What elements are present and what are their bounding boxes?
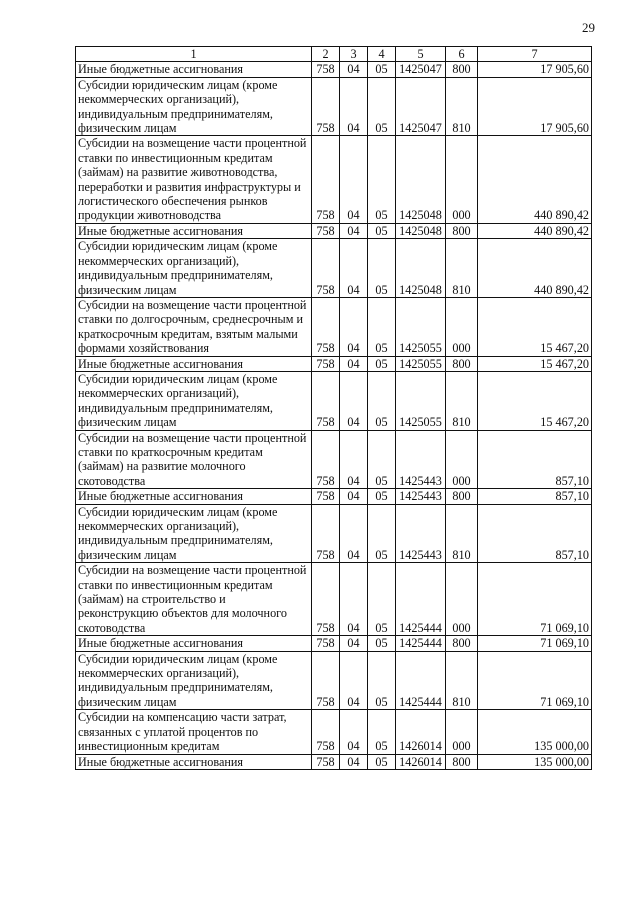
cell-ministry: 758 <box>312 504 340 563</box>
header-col-6: 6 <box>446 47 478 62</box>
cell-subsection: 05 <box>368 136 396 223</box>
cell-subsection: 05 <box>368 504 396 563</box>
cell-expense-type: 800 <box>446 754 478 769</box>
cell-target-article: 1425444 <box>396 563 446 636</box>
cell-ministry: 758 <box>312 430 340 489</box>
cell-ministry: 758 <box>312 651 340 710</box>
cell-name: Субсидии юридическим лицам (кроме некоммерческих организаций), индивидуальным предпринимателям, физическим лицам <box>76 504 312 563</box>
cell-name: Иные бюджетные ассигнования <box>76 356 312 371</box>
cell-name: Субсидии юридическим лицам (кроме некоммерческих организаций), индивидуальным предпринимателям, физическим лицам <box>76 371 312 430</box>
cell-section: 04 <box>340 371 368 430</box>
header-col-3: 3 <box>340 47 368 62</box>
cell-amount: 440 890,42 <box>478 239 592 298</box>
cell-amount: 135 000,00 <box>478 710 592 754</box>
table-row <box>76 754 592 769</box>
cell-target-article: 1425048 <box>396 223 446 238</box>
cell-section: 04 <box>340 489 368 504</box>
cell-target-article: 1425055 <box>396 371 446 430</box>
cell-ministry: 758 <box>312 62 340 77</box>
cell-subsection: 05 <box>368 356 396 371</box>
cell-amount: 857,10 <box>478 430 592 489</box>
cell-expense-type: 000 <box>446 297 478 356</box>
table-row <box>76 223 592 238</box>
table-row <box>76 430 592 489</box>
cell-target-article: 1425443 <box>396 489 446 504</box>
cell-expense-type: 810 <box>446 239 478 298</box>
cell-ministry: 758 <box>312 563 340 636</box>
table-row <box>76 371 592 430</box>
header-col-2: 2 <box>312 47 340 62</box>
table-body <box>76 62 592 770</box>
table-row <box>76 489 592 504</box>
cell-subsection: 05 <box>368 62 396 77</box>
cell-expense-type: 810 <box>446 651 478 710</box>
cell-section: 04 <box>340 77 368 136</box>
cell-amount: 15 467,20 <box>478 297 592 356</box>
cell-target-article: 1425055 <box>396 297 446 356</box>
cell-expense-type: 810 <box>446 371 478 430</box>
cell-amount: 15 467,20 <box>478 371 592 430</box>
cell-amount: 71 069,10 <box>478 636 592 651</box>
cell-expense-type: 810 <box>446 504 478 563</box>
cell-subsection: 05 <box>368 754 396 769</box>
cell-target-article: 1426014 <box>396 754 446 769</box>
cell-ministry: 758 <box>312 77 340 136</box>
cell-expense-type: 800 <box>446 62 478 77</box>
cell-subsection: 05 <box>368 297 396 356</box>
cell-name: Субсидии юридическим лицам (кроме некоммерческих организаций), индивидуальным предпринимателям, физическим лицам <box>76 77 312 136</box>
cell-target-article: 1425055 <box>396 356 446 371</box>
cell-amount: 135 000,00 <box>478 754 592 769</box>
cell-name: Субсидии на возмещение части процентной ставки по краткосрочным кредитам (займам) на развитие молочного скотоводства <box>76 430 312 489</box>
cell-target-article: 1425048 <box>396 239 446 298</box>
cell-expense-type: 800 <box>446 489 478 504</box>
cell-section: 04 <box>340 504 368 563</box>
cell-subsection: 05 <box>368 563 396 636</box>
table-row <box>76 710 592 754</box>
table-row <box>76 563 592 636</box>
cell-amount: 440 890,42 <box>478 136 592 223</box>
cell-ministry: 758 <box>312 297 340 356</box>
cell-subsection: 05 <box>368 77 396 136</box>
table-row <box>76 356 592 371</box>
header-col-4: 4 <box>368 47 396 62</box>
cell-subsection: 05 <box>368 489 396 504</box>
table-row <box>76 136 592 223</box>
header-col-7: 7 <box>478 47 592 62</box>
cell-ministry: 758 <box>312 489 340 504</box>
cell-target-article: 1425047 <box>396 62 446 77</box>
cell-amount: 857,10 <box>478 489 592 504</box>
cell-name: Субсидии юридическим лицам (кроме некоммерческих организаций), индивидуальным предпринимателям, физическим лицам <box>76 239 312 298</box>
cell-section: 04 <box>340 636 368 651</box>
cell-expense-type: 000 <box>446 430 478 489</box>
table-row <box>76 239 592 298</box>
cell-ministry: 758 <box>312 239 340 298</box>
cell-amount: 17 905,60 <box>478 77 592 136</box>
cell-ministry: 758 <box>312 710 340 754</box>
cell-expense-type: 000 <box>446 710 478 754</box>
table-row <box>76 636 592 651</box>
page-number: 29 <box>582 20 595 35</box>
cell-amount: 15 467,20 <box>478 356 592 371</box>
cell-subsection: 05 <box>368 239 396 298</box>
cell-section: 04 <box>340 651 368 710</box>
cell-name: Субсидии на возмещение части процентной ставки по долгосрочным, среднесрочным и краткосрочным кредитам, взятым малыми формами хозяйствования <box>76 297 312 356</box>
cell-name: Иные бюджетные ассигнования <box>76 489 312 504</box>
cell-expense-type: 800 <box>446 636 478 651</box>
cell-amount: 71 069,10 <box>478 651 592 710</box>
cell-section: 04 <box>340 297 368 356</box>
cell-section: 04 <box>340 239 368 298</box>
cell-ministry: 758 <box>312 223 340 238</box>
cell-amount: 17 905,60 <box>478 62 592 77</box>
cell-ministry: 758 <box>312 356 340 371</box>
cell-subsection: 05 <box>368 710 396 754</box>
cell-section: 04 <box>340 356 368 371</box>
header-col-1: 1 <box>76 47 312 62</box>
budget-table <box>75 46 592 770</box>
cell-ministry: 758 <box>312 371 340 430</box>
cell-amount: 857,10 <box>478 504 592 563</box>
table-row <box>76 504 592 563</box>
cell-name: Иные бюджетные ассигнования <box>76 636 312 651</box>
cell-ministry: 758 <box>312 754 340 769</box>
cell-target-article: 1425443 <box>396 504 446 563</box>
cell-name: Субсидии на компенсацию части затрат, связанных с уплатой процентов по инвестиционным кредитам <box>76 710 312 754</box>
cell-expense-type: 000 <box>446 136 478 223</box>
table-row <box>76 62 592 77</box>
cell-section: 04 <box>340 223 368 238</box>
cell-name: Субсидии на возмещение части процентной ставки по инвестиционным кредитам (займам) на строительство и реконструкцию объектов для молочного скотоводства <box>76 563 312 636</box>
cell-subsection: 05 <box>368 371 396 430</box>
cell-subsection: 05 <box>368 223 396 238</box>
cell-target-article: 1425047 <box>396 77 446 136</box>
cell-amount: 440 890,42 <box>478 223 592 238</box>
cell-section: 04 <box>340 136 368 223</box>
cell-name: Иные бюджетные ассигнования <box>76 223 312 238</box>
cell-section: 04 <box>340 62 368 77</box>
cell-section: 04 <box>340 710 368 754</box>
table-row <box>76 651 592 710</box>
cell-name: Субсидии юридическим лицам (кроме некоммерческих организаций), индивидуальным предпринимателям, физическим лицам <box>76 651 312 710</box>
cell-section: 04 <box>340 563 368 636</box>
cell-target-article: 1425444 <box>396 651 446 710</box>
cell-subsection: 05 <box>368 651 396 710</box>
cell-expense-type: 800 <box>446 223 478 238</box>
cell-target-article: 1425444 <box>396 636 446 651</box>
cell-section: 04 <box>340 430 368 489</box>
cell-target-article: 1425443 <box>396 430 446 489</box>
cell-ministry: 758 <box>312 636 340 651</box>
cell-expense-type: 800 <box>446 356 478 371</box>
cell-section: 04 <box>340 754 368 769</box>
cell-target-article: 1426014 <box>396 710 446 754</box>
table-row <box>76 297 592 356</box>
cell-ministry: 758 <box>312 136 340 223</box>
cell-expense-type: 000 <box>446 563 478 636</box>
cell-target-article: 1425048 <box>396 136 446 223</box>
cell-amount: 71 069,10 <box>478 563 592 636</box>
cell-name: Субсидии на возмещение части процентной ставки по инвестиционным кредитам (займам) на развитие животноводства, переработки и развития инфраструктуры и логистического обеспечения рынков продукции животноводства <box>76 136 312 223</box>
cell-name: Иные бюджетные ассигнования <box>76 754 312 769</box>
cell-subsection: 05 <box>368 636 396 651</box>
header-col-5: 5 <box>396 47 446 62</box>
cell-expense-type: 810 <box>446 77 478 136</box>
cell-name: Иные бюджетные ассигнования <box>76 62 312 77</box>
cell-subsection: 05 <box>368 430 396 489</box>
table-row <box>76 77 592 136</box>
table-header-row <box>76 47 592 62</box>
